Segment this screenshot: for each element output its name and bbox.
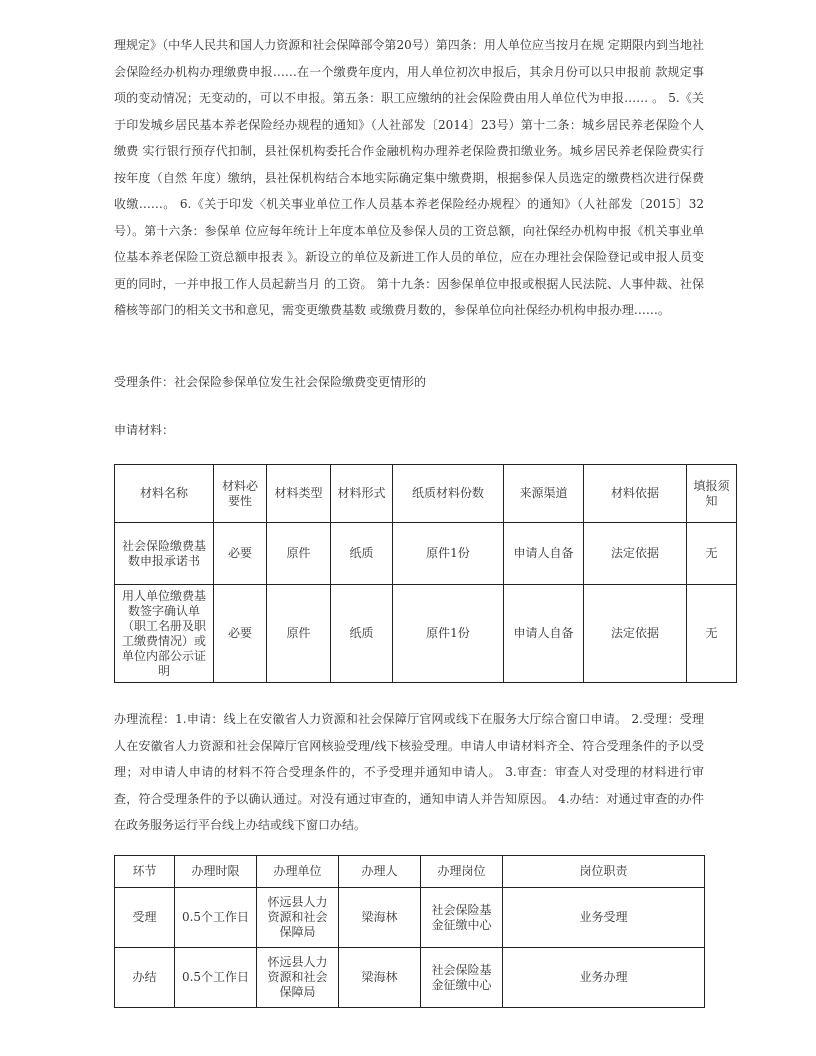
post: 社会保险基金征缴中心 xyxy=(421,948,503,1008)
step: 办结 xyxy=(115,948,175,1008)
flow-header-row xyxy=(115,856,705,888)
material-basis: 法定依据 xyxy=(584,585,687,683)
material-necessity: 必要 xyxy=(214,585,267,683)
header-material-basis: 材料依据 xyxy=(584,465,687,523)
materials-label: 申请材料： xyxy=(114,423,175,437)
flow-table xyxy=(114,855,705,1008)
materials-header-row xyxy=(115,465,737,523)
header-handling-unit: 办理单位 xyxy=(257,856,339,888)
process-paragraph: 办理流程：1.申请：线上在安徽省人力资源和社会保障厅官网或线下在服务大厅综合窗口申请。 2.受理：受理人在安徽省人力资源和社会保障厅官网核验受理/线下核验受理。申请人申请材料齐全、符合受理条件的予以受理；对申请人申请的材料不符合受理条件的，不予受理并通知申请人。 3.审查：审查人对受理的材料进行审查，符合受理条件的予以确认通过。对没有通过审查的，通知申请人并告知原因。 4.办结：对通过审查的办件在政务服务运行平台线上办结或线下窗口办结。 xyxy=(114,712,704,832)
time-limit: 0.5个工作日 xyxy=(175,948,257,1008)
filling-notes: 无 xyxy=(687,585,737,683)
materials-table xyxy=(114,464,737,683)
table-row xyxy=(115,523,737,585)
source-channel: 申请人自备 xyxy=(504,585,584,683)
material-name: 用人单位缴费基数签字确认单（职工名册及职工缴费情况）或单位内部公示证明 xyxy=(115,585,214,683)
material-form: 纸质 xyxy=(331,523,393,585)
regulations-paragraph: 理规定》（中华人民共和国人力资源和社会保障部令第20号）第四条：用人单位应当按月在规 定期限内到当地社会保险经办机构办理缴费申报……在一个缴费年度内，用人单位初次申报后，其余月份可以只申报前 款规定事项的变动情况；无变动的，可以不申报。第五条：职工应缴纳的社会保险费由用人单位代为申报…… 。 5.《关于印发城乡居民基本养老保险经办规程的通知》（人社部发〔2014〕23号）第十二条：城乡居民养老保险个人缴费 实行银行预存代扣制，县社保机构委托合作金融机构办理养老保险费扣缴业务。城乡居民养老保险费实行按年度（自然 年度）缴纳，县社保机构结合本地实际确定集中缴费期，根据参保人员选定的缴费档次进行保费收缴……。 6.《关于印发〈机关事业单位工作人员基本养老保险经办规程〉的通知》（人社部发〔2015〕32号）。第十六条：参保单 位应每年统计上年度本单位及参保人员的工资总额，向社保经办机构申报《机关事业单位基本养老保险工资总额申报表 》。新设立的单位及新进工作人员的单位，应在办理社会保险登记或申报人员变更的同时，一并申报工作人员起薪当月 的工资。 第十九条：因参保单位申报或根据人民法院、人事仲裁、社保稽核等部门的相关文书和意见，需变更缴费基数 或缴费月数的，参保单位向社保经办机构申报办理……。 xyxy=(114,38,704,317)
table-row xyxy=(115,888,705,948)
paper-copies: 原件1份 xyxy=(393,585,504,683)
material-basis: 法定依据 xyxy=(584,523,687,585)
acceptance-conditions: 受理条件：社会保险参保单位发生社会保险缴费变更情形的 xyxy=(114,375,427,389)
header-filling-notes: 填报须知 xyxy=(687,465,737,523)
header-material-type: 材料类型 xyxy=(267,465,331,523)
handler: 梁海林 xyxy=(339,888,421,948)
filling-notes: 无 xyxy=(687,523,737,585)
handling-unit: 怀远县人力资源和社会保障局 xyxy=(257,948,339,1008)
header-duties: 岗位职责 xyxy=(503,856,705,888)
table-row xyxy=(115,585,737,683)
time-limit: 0.5个工作日 xyxy=(175,888,257,948)
table-row xyxy=(115,948,705,1008)
header-material-form: 材料形式 xyxy=(331,465,393,523)
material-type: 原件 xyxy=(267,523,331,585)
duties: 业务受理 xyxy=(503,888,705,948)
header-handler: 办理人 xyxy=(339,856,421,888)
header-time-limit: 办理时限 xyxy=(175,856,257,888)
header-material-name: 材料名称 xyxy=(115,465,214,523)
paper-copies: 原件1份 xyxy=(393,523,504,585)
header-post: 办理岗位 xyxy=(421,856,503,888)
header-step: 环节 xyxy=(115,856,175,888)
handler: 梁海林 xyxy=(339,948,421,1008)
source-channel: 申请人自备 xyxy=(504,523,584,585)
material-necessity: 必要 xyxy=(214,523,267,585)
post: 社会保险基金征缴中心 xyxy=(421,888,503,948)
header-source-channel: 来源渠道 xyxy=(504,465,584,523)
material-form: 纸质 xyxy=(331,585,393,683)
step: 受理 xyxy=(115,888,175,948)
header-material-necessity: 材料必要性 xyxy=(214,465,267,523)
material-type: 原件 xyxy=(267,585,331,683)
handling-unit: 怀远县人力资源和社会保障局 xyxy=(257,888,339,948)
material-name: 社会保险缴费基数申报承诺书 xyxy=(115,523,214,585)
duties: 业务办理 xyxy=(503,948,705,1008)
header-paper-copies: 纸质材料份数 xyxy=(393,465,504,523)
